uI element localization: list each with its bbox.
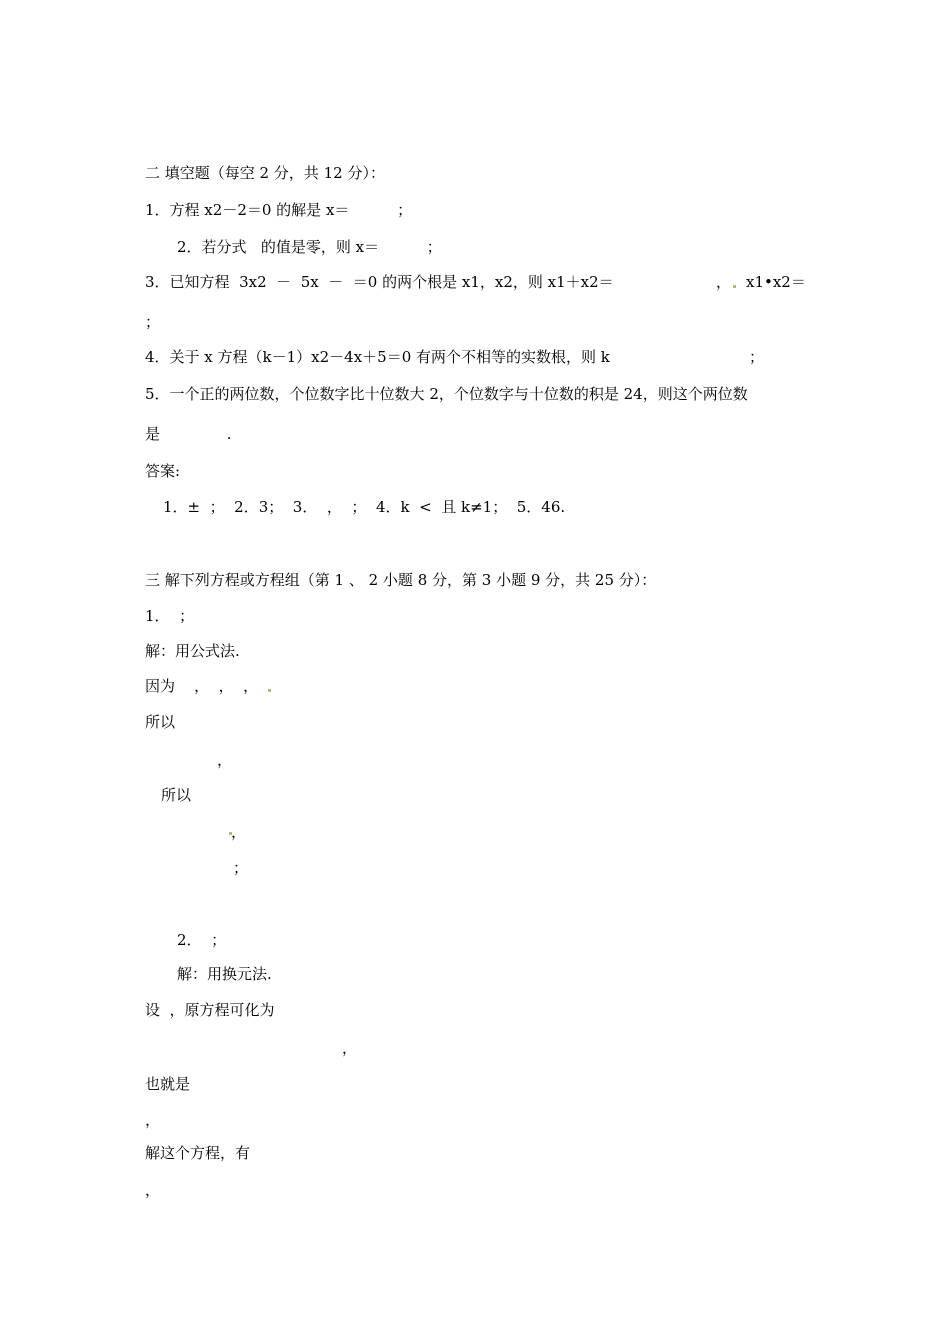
problem-1-so: 所以: [145, 713, 176, 731]
answer-label: 答案:: [145, 462, 181, 480]
problem-1: 1． ；: [145, 607, 195, 625]
question-1: 1．方程 x2－2＝0 的解是 x＝ ；: [145, 201, 413, 219]
question-5-end: 是 .: [145, 425, 232, 443]
problem-1-because: 因为 ， ， ，: [145, 677, 259, 695]
question-4: 4．关于 x 方程（k－1）x2－4x＋5＝0 有两个不相等的实数根，则 k: [145, 348, 610, 366]
section3-heading: 三 解下列方程或方程组（第 1 、 2 小题 8 分，第 3 小题 9 分，共 25 分）：: [145, 571, 657, 589]
stray-dot: [733, 285, 736, 288]
section2-heading: 二 填空题（每空 2 分，共 12 分）：: [145, 164, 385, 182]
question-3-comma: ，: [716, 273, 732, 291]
question-5: 5．一个正的两位数，个位数字比十位数大 2，个位数字与十位数的积是 24，则这个两位数: [145, 385, 748, 403]
problem-2-comma-2: ，: [145, 1111, 161, 1129]
problem-2: 2． ；: [177, 931, 227, 949]
problem-2-comma-3: ，: [145, 1181, 161, 1199]
answers: 1．± ； 2．3； 3． ， ； 4．k < 且 k≠1； 5．46.: [163, 498, 566, 516]
problem-1-semicolon: ；: [233, 859, 249, 877]
problem-2-let: 设 ，原方程可化为: [145, 1001, 275, 1019]
problem-1-so-2: 所以: [161, 786, 192, 804]
question-3-end: ；: [145, 313, 161, 331]
problem-2-that-is: 也就是: [145, 1075, 191, 1093]
problem-2-comma: ，: [342, 1039, 358, 1057]
question-3-product: x1•x2＝: [746, 273, 806, 291]
problem-1-solution: 解：用公式法.: [145, 642, 240, 660]
problem-1-comma: ，: [217, 751, 233, 769]
problem-1-comma-2: ，: [231, 823, 247, 841]
problem-2-solve: 解这个方程，有: [145, 1144, 251, 1162]
stray-dot: [268, 689, 271, 692]
question-3: 3．已知方程 3x2 － 5x － ＝0 的两个根是 x1，x2，则 x1＋x2＝: [145, 273, 614, 291]
question-2: 2．若分式 的值是零，则 x＝ ；: [177, 238, 442, 256]
problem-2-solution: 解：用换元法.: [177, 965, 272, 983]
question-4-end: ；: [749, 348, 765, 366]
